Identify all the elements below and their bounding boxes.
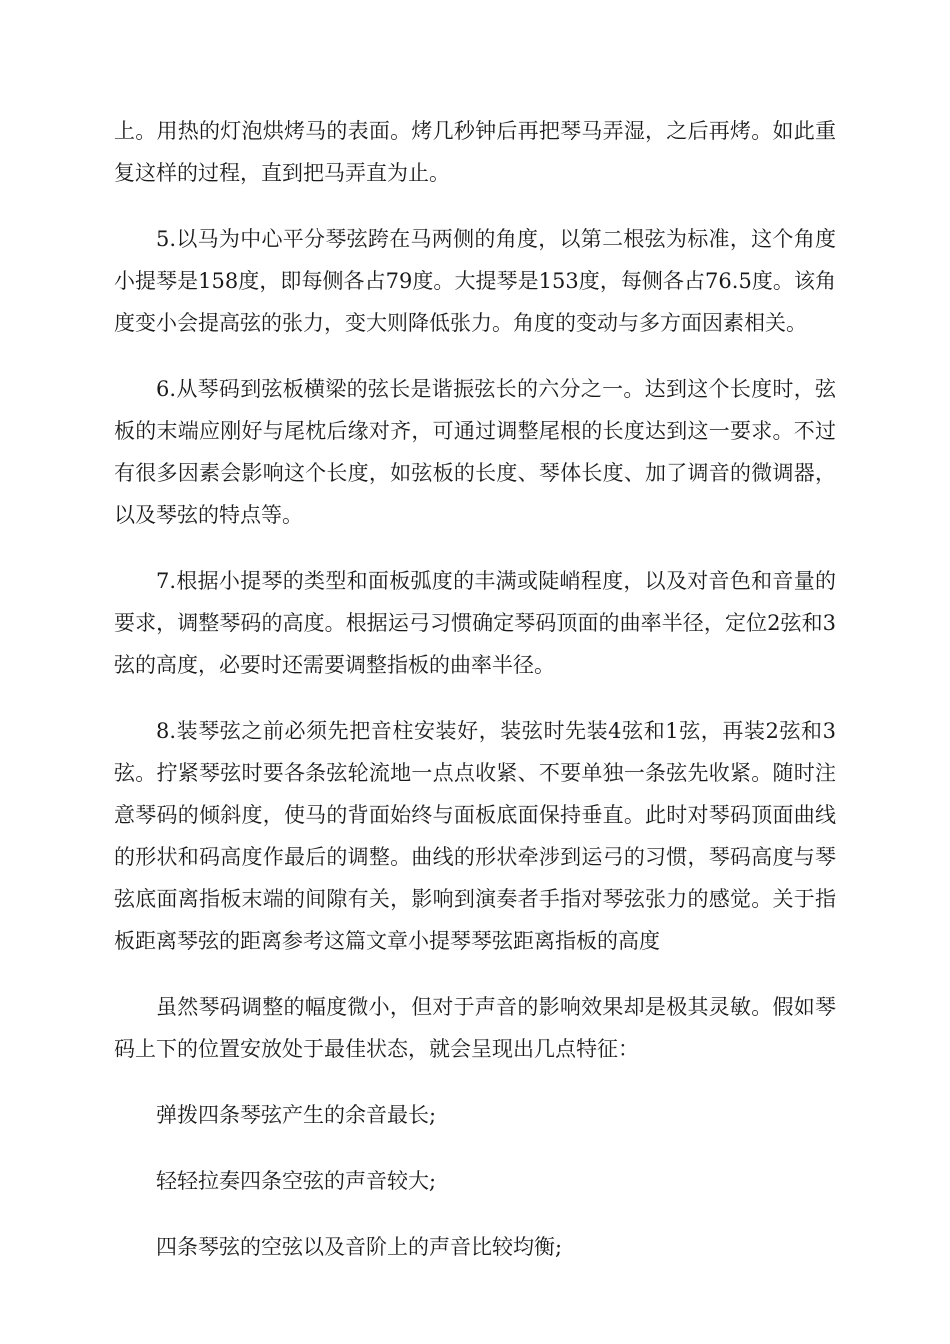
paragraph-item-5: 5.以马为中心平分琴弦跨在马两侧的角度，以第二根弦为标准，这个角度小提琴是158度，即每侧各占79度。大提琴是153度，每侧各占76.5度。该角度变小会提高弦的张力，变大则降低张力。角度的变动与多方面因素相关。 — [114, 227, 836, 335]
feature-item-1: 弹拨四条琴弦产生的余音最长; — [156, 1103, 437, 1127]
paragraph-item-7: 7.根据小提琴的类型和面板弧度的丰满或陡峭程度，以及对音色和音量的要求，调整琴码的高度。根据运弓习惯确定琴码顶面的曲率半径，定位2弦和3弦的高度，必要时还需要调整指板的曲率半径。 — [114, 569, 836, 677]
paragraph-summary: 虽然琴码调整的幅度微小，但对于声音的影响效果却是极其灵敏。假如琴码上下的位置安放处于最佳状态，就会呈现出几点特征： — [114, 995, 836, 1061]
document-body — [114, 110, 836, 1292]
feature-item-3: 四条琴弦的空弦以及音阶上的声音比较均衡; — [156, 1235, 563, 1259]
feature-item-2: 轻轻拉奏四条空弦的声音较大; — [156, 1169, 437, 1193]
paragraph-item-8: 8.装琴弦之前必须先把音柱安装好，装弦时先装4弦和1弦，再装2弦和3弦。拧紧琴弦时要各条弦轮流地一点点收紧、不要单独一条弦先收紧。随时注意琴码的倾斜度，使马的背面始终与面板底面保持垂直。此时对琴码顶面曲线的形状和码高度作最后的调整。曲线的形状牵涉到运弓的习惯，琴码高度与琴弦底面离指板末端的间隙有关，影响到演奏者手指对琴弦张力的感觉。关于指板距离琴弦的距离参考这篇文章小提琴琴弦距离指板的高度 — [114, 719, 836, 953]
paragraph-item-6: 6.从琴码到弦板横梁的弦长是谐振弦长的六分之一。达到这个长度时，弦板的末端应刚好与尾枕后缘对齐，可通过调整尾根的长度达到这一要求。不过有很多因素会影响这个长度，如弦板的长度、琴体长度、加了调音的微调器，以及琴弦的特点等。 — [114, 377, 836, 527]
paragraph-continuation: 上。用热的灯泡烘烤马的表面。烤几秒钟后再把琴马弄湿，之后再烤。如此重复这样的过程，直到把马弄直为止。 — [114, 119, 836, 185]
